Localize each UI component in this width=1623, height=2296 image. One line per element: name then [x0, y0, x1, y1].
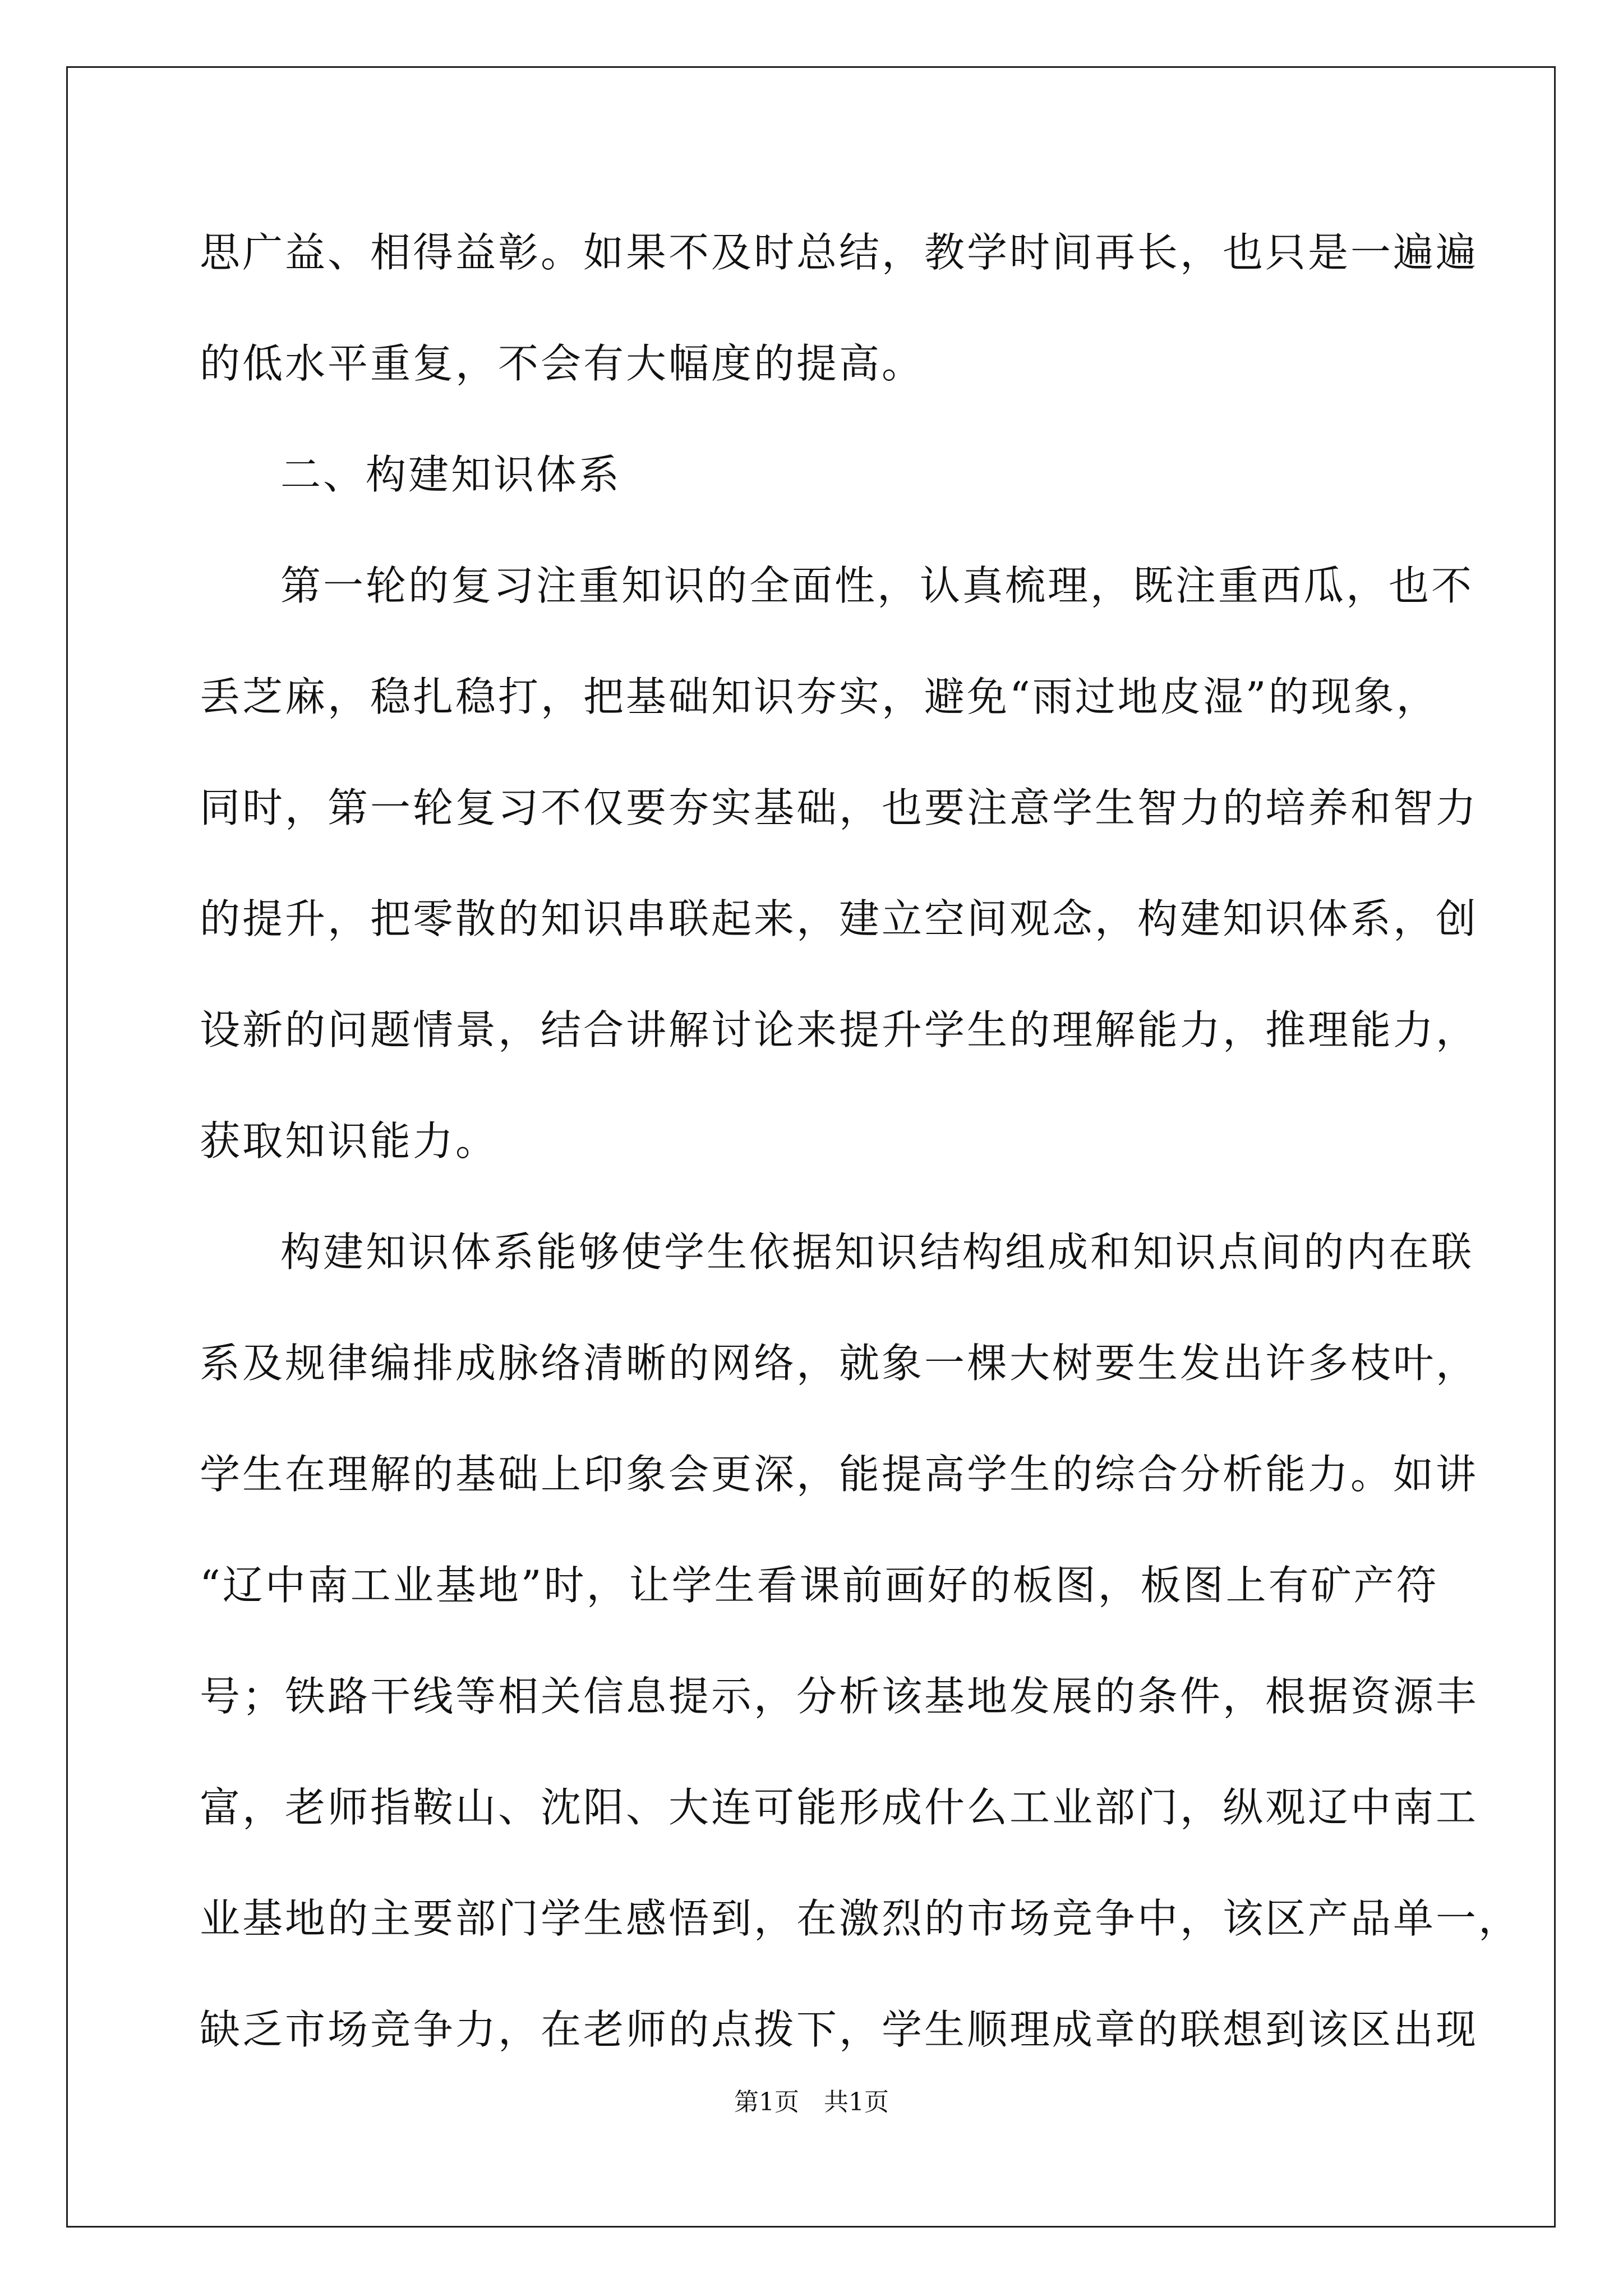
text-line: 同时，第一轮复习不仅要夯实基础，也要注意学生智力的培养和智力	[200, 784, 1479, 831]
text-line: 学生在理解的基础上印象会更深，能提高学生的综合分析能力。如讲	[200, 1451, 1479, 1498]
text-line: 丢芝麻，稳扎稳打，把基础知识夯实，避免“雨过地皮湿”的现象，	[200, 673, 1439, 720]
text-line: 缺乏市场竞争力，在老师的点拨下，学生顺理成章的联想到该区出现	[200, 2006, 1479, 2053]
text-line: “辽中南工业基地”时，让学生看课前画好的板图，板图上有矿产符	[200, 1562, 1439, 1609]
text-line: 富，老师指鞍山、沈阳、大连可能形成什么工业部门，纵观辽中南工	[200, 1784, 1479, 1831]
text-line: 构建知识体系能够使学生依据知识结构组成和知识点间的内在联	[280, 1228, 1474, 1276]
text-line: 业基地的主要部门学生感悟到，在激烈的市场竞争中，该区产品单一，	[200, 1895, 1521, 1942]
text-line: 第一轮的复习注重知识的全面性，认真梳理，既注重西瓜，也不	[280, 562, 1474, 609]
text-line: 设新的问题情景，结合讲解讨论来提升学生的理解能力，推理能力，	[200, 1006, 1479, 1053]
text-line: 系及规律编排成脉络清晰的网络，就象一棵大树要生发出许多枝叶，	[200, 1340, 1479, 1387]
section-heading: 二、构建知识体系	[280, 451, 622, 498]
text-line: 的提升，把零散的知识串联起来，建立空间观念，构建知识体系，创	[200, 895, 1479, 942]
text-line: 号；铁路干线等相关信息提示，分析该基地发展的条件，根据资源丰	[200, 1673, 1479, 1720]
text-line: 获取知识能力。	[200, 1117, 499, 1165]
page-number-footer: 第1页 共1页	[734, 2088, 889, 2116]
text-line: 的低水平重复，不会有大幅度的提高。	[200, 340, 925, 387]
text-line: 思广益、相得益彰。如果不及时总结，教学时间再长，也只是一遍遍	[200, 229, 1479, 276]
